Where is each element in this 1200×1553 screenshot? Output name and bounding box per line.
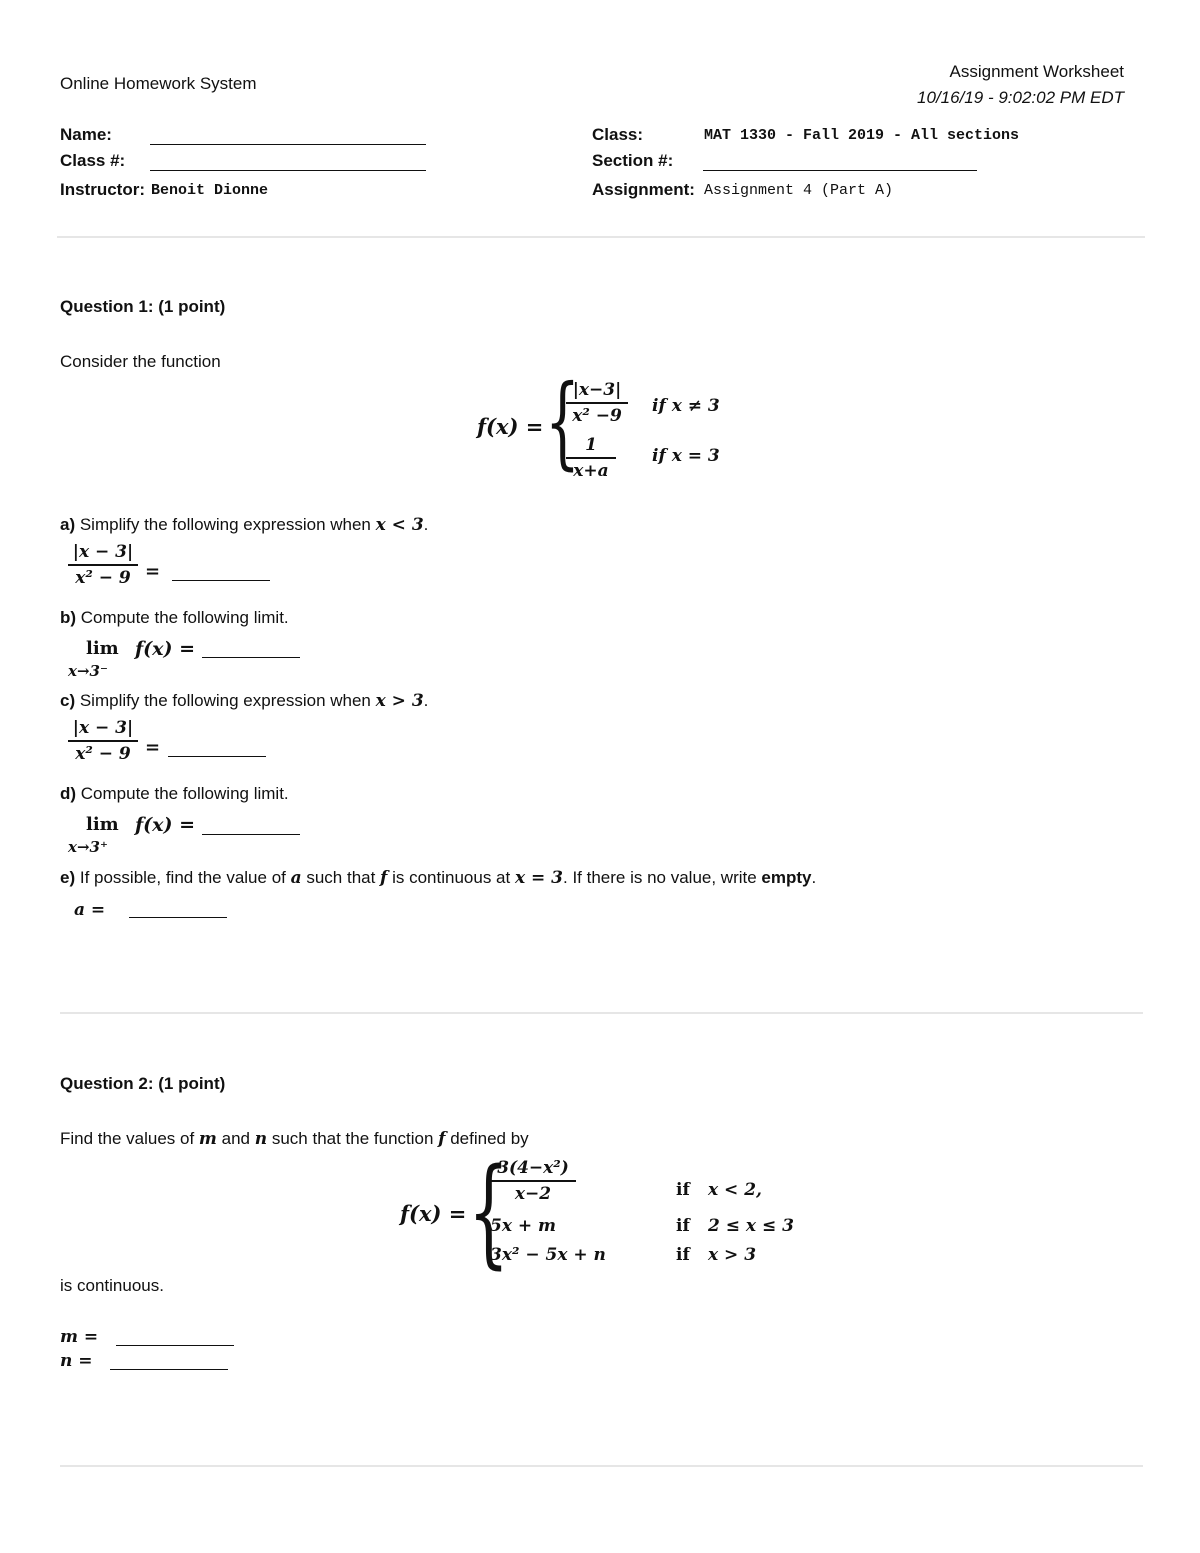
name-label: Name: [60,125,112,144]
q2-case3-condition: x > 3 [708,1245,757,1265]
q2-case2-expression: 5x + m [490,1216,557,1236]
timestamp: 10/16/19 - 9:02:02 PM EDT [917,88,1124,107]
q1-a-equals: = [145,561,161,582]
name-field[interactable] [150,144,426,145]
system-name: Online Homework System [60,74,257,93]
assignment-label: Assignment: [592,180,695,199]
q1-b-fx: f(x) = [135,638,196,660]
q2-case3-expression: 3x² − 5x + n [490,1245,606,1265]
q1-e-answer-field[interactable] [129,917,227,918]
q1-part-b: b) Compute the following limit. [60,608,289,627]
class-number-label: Class #: [60,151,126,170]
question-1-heading: Question 1: (1 point) [60,297,226,316]
q2-m-equals: m = [60,1327,99,1347]
q1-d-fx: f(x) = [135,814,196,836]
q1-a-answer-field[interactable] [172,580,270,581]
instructor-label: Instructor: [60,180,145,199]
q1-case2-fraction: 1 x+a [566,435,616,481]
question-2-heading: Question 2: (1 point) [60,1074,226,1093]
q2-case1-fraction: 3(4−x²) x−2 [490,1158,576,1204]
q1-b-lim-subscript: x→3⁻ [68,662,108,680]
section-field[interactable] [703,170,977,171]
q1-d-lim-subscript: x→3⁺ [68,838,108,856]
q2-m-answer-field[interactable] [116,1345,234,1346]
q2-case3-if: if [676,1245,690,1265]
q1-case1-fraction: |x−3| x² −9 [566,380,628,426]
q2-case2-condition: 2 ≤ x ≤ 3 [708,1216,794,1236]
q2-n-answer-field[interactable] [110,1369,228,1370]
q2-case2-if: if [676,1216,690,1236]
doc-title: Assignment Worksheet [949,62,1124,81]
q1-c-expression: |x − 3| x² − 9 [68,718,138,764]
q1-b-lim: lim [86,638,119,659]
instructor-value: Benoit Dionne [151,182,269,199]
q1-e-a-equals: a = [74,900,106,920]
q1-case2-condition: if x = 3 [652,446,720,466]
question-2-divider [60,1465,1143,1467]
q1-function-lhs: f(x) = [477,414,544,439]
header-divider [57,236,1145,238]
class-label: Class: [592,125,644,144]
q2-function-lhs: f(x) = [400,1201,467,1226]
assignment-value: Assignment 4 (Part A) [704,182,894,199]
q1-left-brace: { [545,363,580,480]
question-1-divider [60,1012,1143,1014]
q1-a-expression: |x − 3| x² − 9 [68,542,138,588]
q1-c-answer-field[interactable] [168,756,266,757]
q1-part-d: d) Compute the following limit. [60,784,289,803]
q2-n-equals: n = [60,1351,93,1371]
class-number-field[interactable] [150,170,426,171]
q1-part-e: e) If possible, find the value of a such that f is continuous at x = 3. If there is no value, write empty. [60,868,817,888]
q1-d-answer-field[interactable] [202,834,300,835]
q1-part-c: c) Simplify the following expression when x > 3. [60,691,429,711]
question-1-intro: Consider the function [60,352,221,371]
q1-case1-condition: if x ≠ 3 [652,396,720,416]
q2-left-brace: { [468,1142,510,1280]
question-2-intro: Find the values of m and n such that the function f defined by [60,1129,529,1149]
q2-case1-if: if [676,1180,690,1200]
q1-c-equals: = [145,737,161,758]
class-value: MAT 1330 - Fall 2019 - All sections [704,127,1020,144]
q1-d-lim: lim [86,814,119,835]
section-label: Section #: [592,151,674,170]
q1-part-a: a) Simplify the following expression when x < 3. [60,515,429,535]
q2-case1-condition: x < 2, [708,1180,762,1200]
question-2-outro: is continuous. [60,1276,164,1295]
q1-b-answer-field[interactable] [202,657,300,658]
